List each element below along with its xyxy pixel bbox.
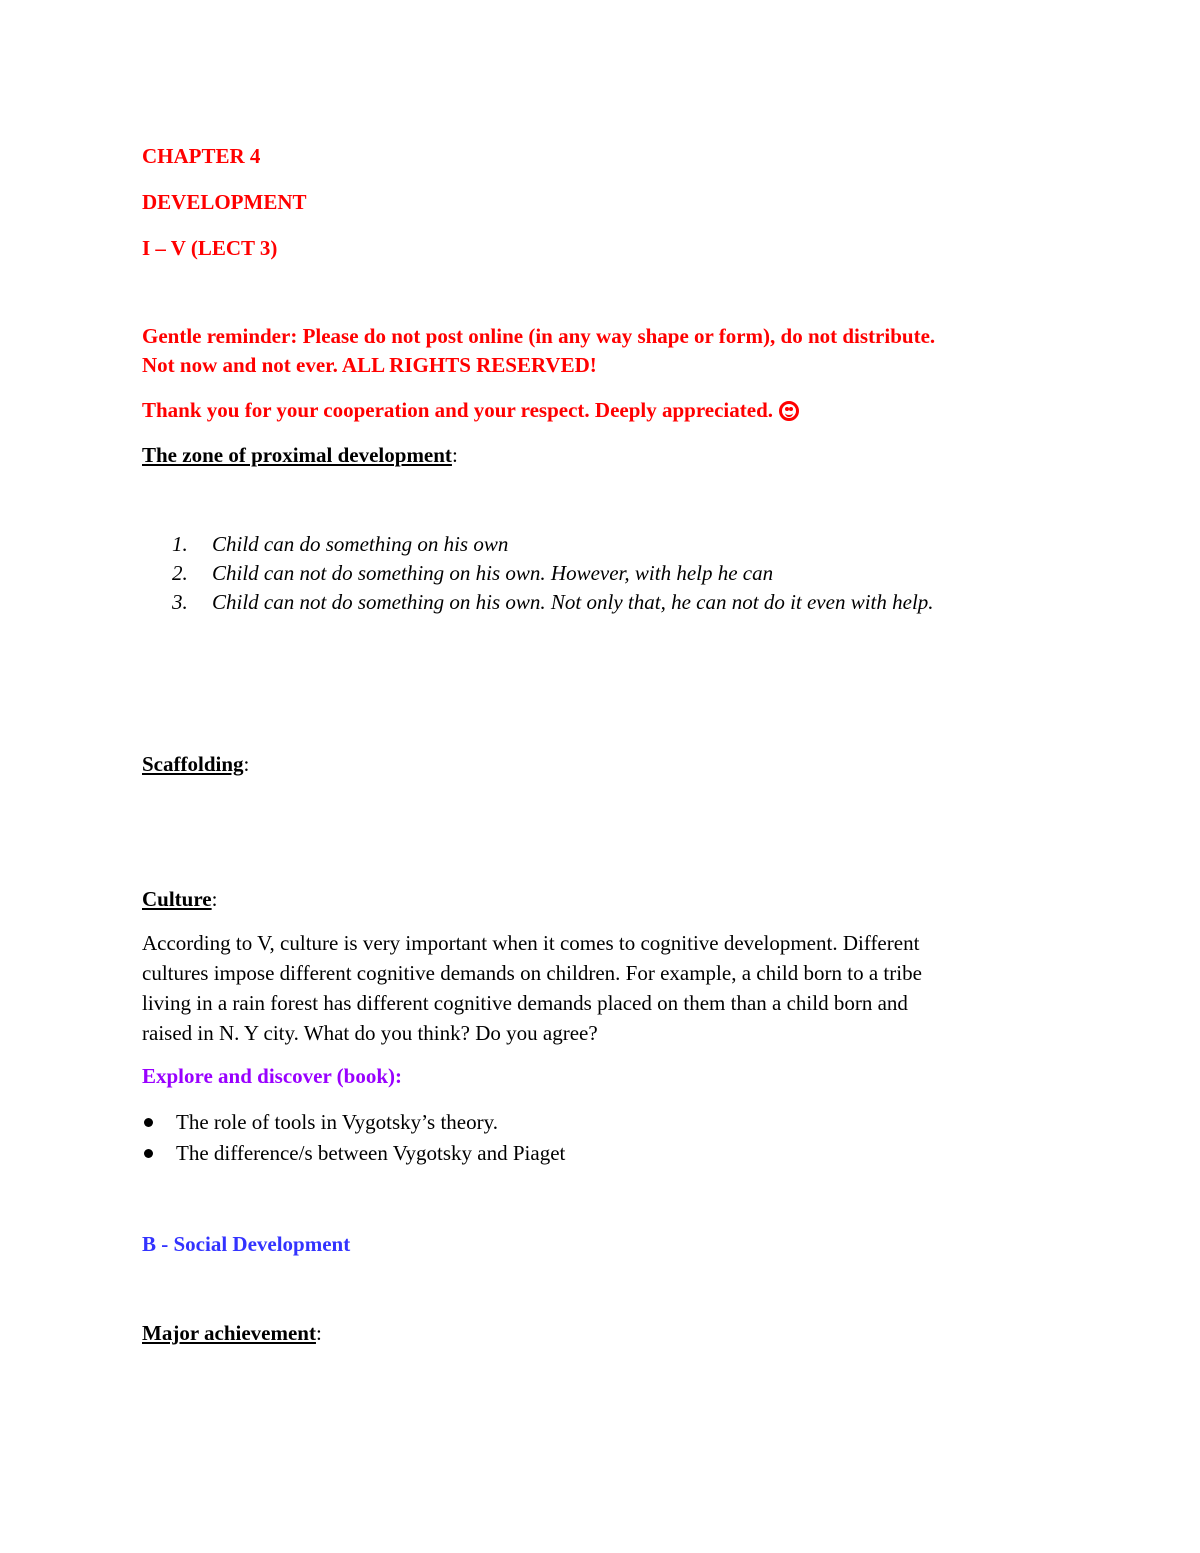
thanks-text: Thank you for your cooperation and your respect. Deeply appreciated. xyxy=(142,398,773,422)
subject-title: DEVELOPMENT xyxy=(142,190,307,214)
culture-paragraph-line: cultures impose different cognitive demands on children. For example, a child born to a tribe xyxy=(142,961,922,985)
zpd-item-text: Child can do something on his own xyxy=(212,532,509,556)
smiley-icon xyxy=(779,401,799,421)
explore-heading: Explore and discover (book): xyxy=(142,1064,402,1088)
social-development-heading: B - Social Development xyxy=(142,1232,351,1256)
explore-bullet-text: The role of tools in Vygotsky’s theory. xyxy=(176,1110,498,1134)
zpd-colon: : xyxy=(451,443,458,467)
zpd-item-text: Child can not do something on his own. Not only that, he can not do it even with help. xyxy=(212,590,934,614)
scaffolding-colon: : xyxy=(243,752,250,776)
reminder-line-1: Gentle reminder: Please do not post online (in any way shape or form), do not distribute. xyxy=(142,324,936,348)
culture-heading: Culture xyxy=(142,887,212,911)
zpd-item-number: 2. xyxy=(172,561,188,585)
major-achievement-heading: Major achievement xyxy=(142,1321,316,1345)
zpd-item-text: Child can not do something on his own. However, with help he can xyxy=(212,561,774,585)
chapter-title: CHAPTER 4 xyxy=(142,144,261,168)
zpd-heading: The zone of proximal development xyxy=(142,443,452,467)
bullet-dot xyxy=(144,1149,153,1158)
major-achievement-colon: : xyxy=(315,1321,322,1345)
zpd-heading-line xyxy=(142,440,458,470)
scaffolding-heading: Scaffolding xyxy=(142,752,244,776)
thanks-line xyxy=(142,395,799,425)
major-achievement-heading-line xyxy=(142,1318,322,1348)
zpd-item-number: 3. xyxy=(172,590,188,614)
culture-paragraph-line: living in a rain forest has different cognitive demands placed on them than a child born and xyxy=(142,991,908,1015)
zpd-item-number: 1. xyxy=(172,532,188,556)
culture-heading-line xyxy=(142,884,217,914)
culture-paragraph-line: According to V, culture is very important when it comes to cognitive development. Different xyxy=(142,931,920,955)
section-title: I – V (LECT 3) xyxy=(142,236,278,260)
bullet-dot xyxy=(144,1118,153,1127)
explore-bullet-text: The difference/s between Vygotsky and Piaget xyxy=(176,1141,566,1165)
culture-colon: : xyxy=(211,887,218,911)
reminder-line-2: Not now and not ever. ALL RIGHTS RESERVED! xyxy=(142,353,597,377)
culture-paragraph-line: raised in N. Y city. What do you think? Do you agree? xyxy=(142,1021,598,1045)
scaffolding-heading-line xyxy=(142,749,249,779)
